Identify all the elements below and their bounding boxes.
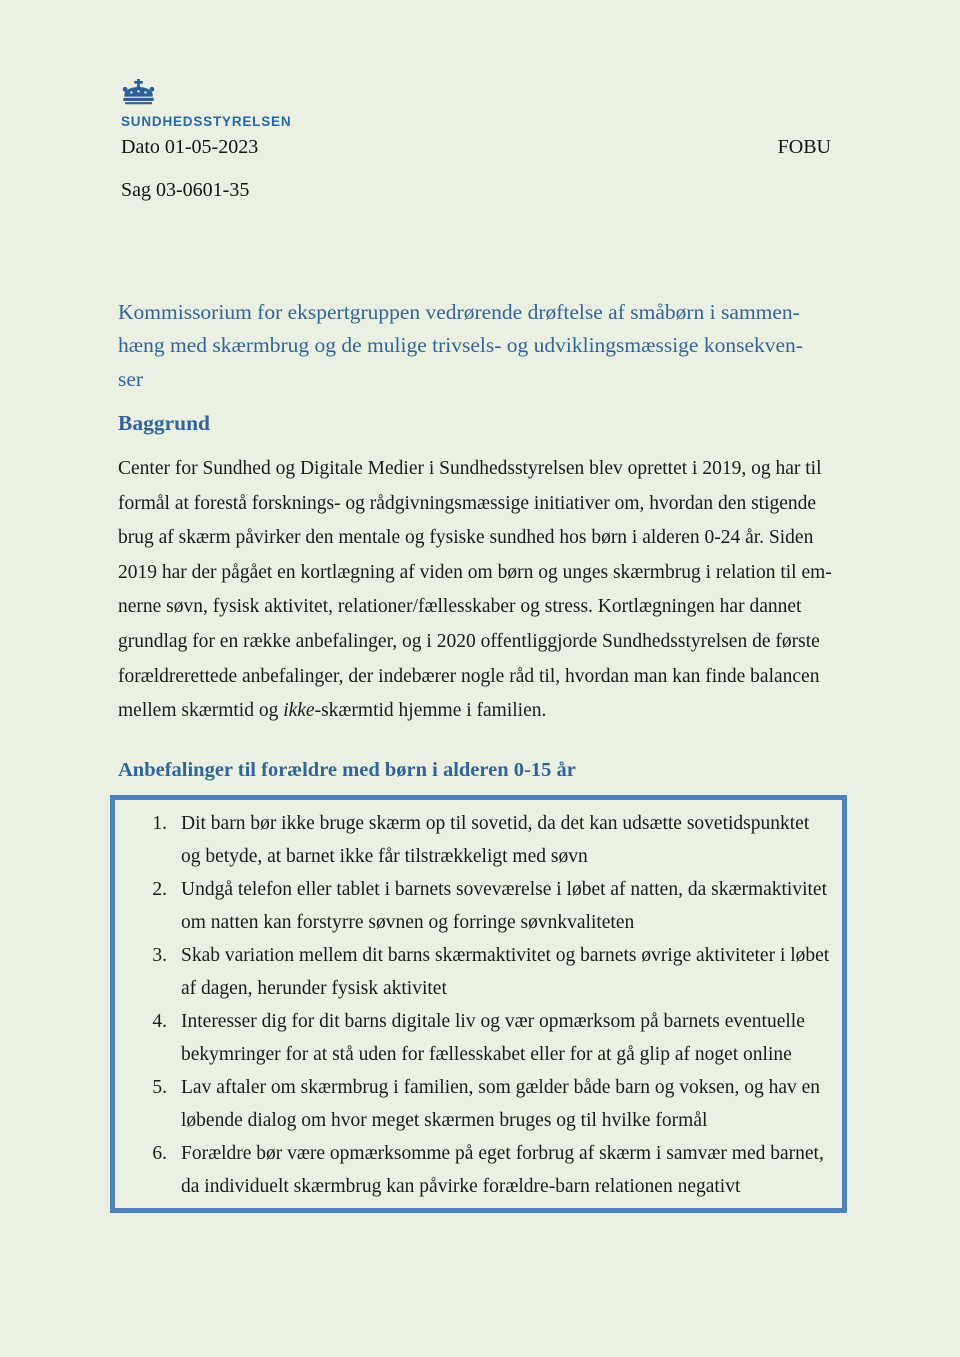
item-line: bekymringer for at stå uden for fællesskabet eller for at gå glip af noget online [181,1044,792,1065]
item-line: Lav aftaler om skærmbrug i familien, som gælder både barn og voksen, og hav en [181,1077,821,1098]
item-line: Interesser dig for dit barns digitale liv og vær opmærksom på barnets eventuelle [181,1011,805,1032]
baggrund-paragraph [118,452,858,729]
item-line: Undgå telefon eller tablet i barnets soveværelse i løbet af natten, da skærmaktivitet [181,879,828,900]
item-number: 2. [152,879,167,900]
item-text [181,1071,842,1137]
paragraph-text-italic: ikke [283,700,315,722]
date-line: Dato 01-05-2023 [121,136,259,158]
item-text [181,939,842,1005]
paragraph-line: forældrerettede anbefalinger, der indebærer nogle råd til, hvordan man kan finde balancen [118,665,820,687]
item-text [181,1005,842,1071]
item-line: og betyde, at barnet ikke får tilstrækkeligt med søvn [181,846,588,867]
title-line: hæng med skærmbrug og de mulige trivsels- og udviklingsmæssige konsekven- [118,333,803,358]
item-number: 3. [152,945,167,966]
item-number: 6. [152,1143,167,1164]
item-line: løbende dialog om hvor meget skærmen bruges og til hvilke formål [181,1110,708,1131]
item-number: 4. [152,1011,167,1032]
paragraph-line [118,694,858,729]
paragraph-line: formål at forestå forsknings- og rådgivningsmæssige initiativer om, hvordan den stigende [118,492,817,514]
crown-icon [121,79,291,111]
item-line: om natten kan forstyrre søvnen og forringe søvnkvaliteten [181,912,635,933]
item-line: Dit barn bør ikke bruge skærm op til sovetid, da det kan udsætte sovetidspunktet [181,813,810,834]
paragraph-text: -skærmtid hjemme i familien. [314,700,547,722]
item-line: Skab variation mellem dit barns skærmaktivitet og barnets øvrige aktiviteter i løbet [181,945,830,966]
item-text [181,1137,842,1203]
item-text [181,873,842,939]
section-heading-anbefalinger: Anbefalinger til forældre med børn i alderen 0-15 år [118,759,576,781]
unit-code: FOBU [777,136,831,158]
org-name: SUNDHEDSSTYRELSEN [121,114,292,129]
paragraph-line: Center for Sundhed og Digitale Medier i Sundhedsstyrelsen blev oprettet i 2019, og har til [118,458,822,479]
paragraph-text: mellem skærmtid og [118,700,284,722]
item-line: af dagen, herunder fysisk aktivitet [181,978,447,999]
recommendation-item [115,873,842,939]
item-line: da individuelt skærmbrug kan påvirke forældre-barn relationen negativt [181,1176,741,1197]
item-line: Forældre bør være opmærksomme på eget forbrug af skærm i samvær med barnet, [181,1143,824,1164]
title-line: ser [118,366,144,391]
item-number: 5. [152,1077,167,1098]
item-number: 1. [152,813,167,834]
title-line: Kommissorium for ekspertgruppen vedrørende drøftelse af småbørn i sammen- [118,300,800,324]
recommendation-item [115,1005,842,1071]
recommendation-item [115,939,842,1005]
paragraph-line: brug af skærm påvirker den mentale og fysiske sundhed hos børn i alderen 0-24 år. Siden [118,527,814,549]
section-heading-baggrund: Baggrund [118,411,211,435]
recommendation-item [115,1137,842,1203]
paragraph-line: 2019 har der pågået en kortlægning af viden om børn og unges skærmbrug i relation til em- [118,561,832,583]
case-line: Sag 03-0601-35 [121,179,250,201]
recommendation-item [115,807,842,873]
paragraph-line: nerne søvn, fysisk aktivitet, relationer/fællesskaber og stress. Kortlægningen har dannet [118,596,802,618]
document-title [118,296,858,396]
item-text [181,807,842,873]
recommendations-box [110,795,847,1213]
recommendation-item [115,1071,842,1137]
paragraph-line: grundlag for en række anbefalinger, og i 2020 offentliggjorde Sundhedsstyrelsen de første [118,630,820,652]
org-logo [121,79,291,129]
